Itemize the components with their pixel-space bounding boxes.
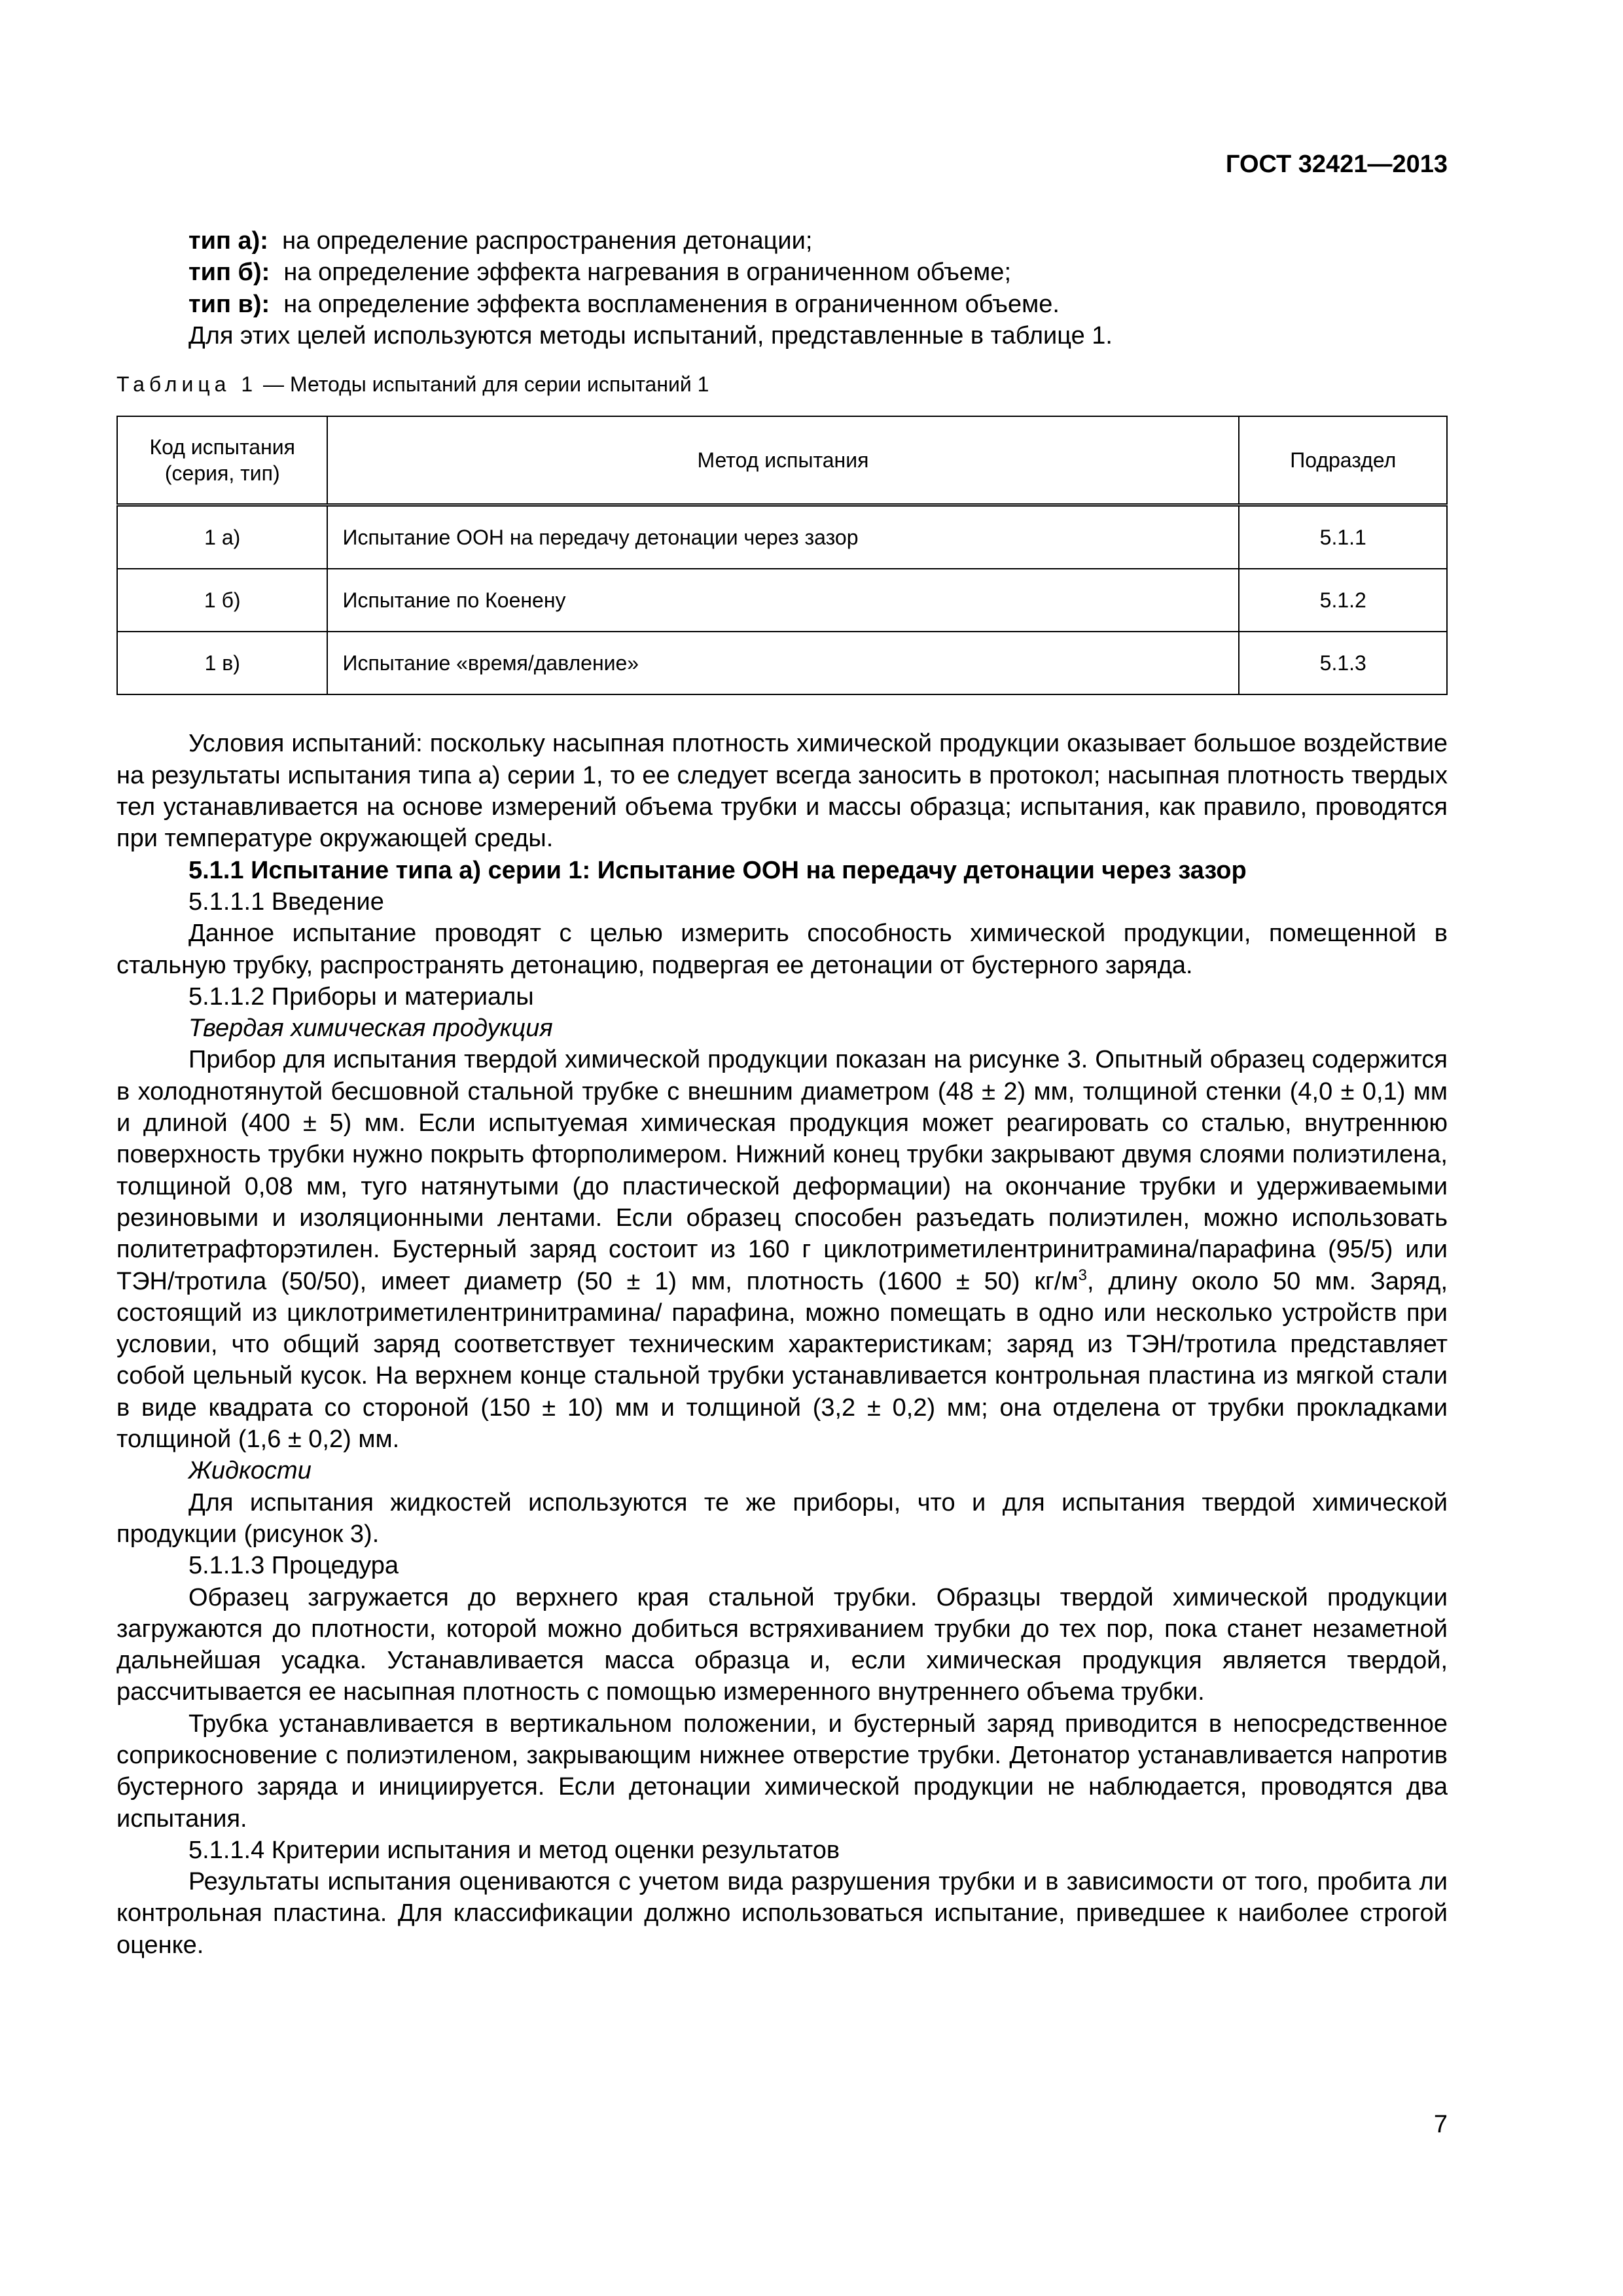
cell-code: 1 б) [117, 569, 327, 632]
cell-subsection: 5.1.3 [1239, 632, 1447, 694]
type-item-a [116, 225, 1448, 257]
table-caption [116, 368, 1448, 400]
type-text: на определение эффекта воспламенения в ограниченном объеме. [283, 290, 1060, 318]
type-text: на определение распространения детонации; [282, 227, 813, 255]
cell-code: 1 а) [117, 505, 327, 569]
type-text: на определение эффекта нагревания в ограниченном объеме; [283, 259, 1012, 287]
intro-paragraph: Данное испытание проводят с целью измерить способность химической продукции, помещенной в стальную трубку, распространять детонацию, подвергая ее детонации от бустерного заряда. [116, 920, 1448, 979]
section-5-1-1-3-title: 5.1.1.3 Процедура [188, 1552, 399, 1580]
type-label: тип б): [188, 259, 270, 287]
type-label: тип в): [188, 290, 270, 318]
table-caption-text: — Методы испытаний для серии испытаний 1 [257, 372, 709, 397]
table-row [117, 632, 1447, 694]
table-caption-prefix: Таблица 1 [116, 372, 258, 397]
intro-purpose: Для этих целей используются методы испытаний, представленные в таблице 1. [188, 321, 1113, 350]
type-item-c [116, 289, 1448, 320]
header-subsection: Подраздел [1239, 416, 1447, 505]
solid-heading: Твердая химическая продукция [188, 1014, 553, 1043]
superscript: 3 [1078, 1266, 1087, 1284]
section-5-1-1-1-title: 5.1.1.1 Введение [188, 888, 384, 916]
header-code: Код испытания (серия, тип) [117, 416, 327, 505]
section-5-1-1-2-title: 5.1.1.2 Приборы и материалы [188, 982, 534, 1011]
methods-table [116, 416, 1448, 695]
procedure-paragraph-1: Образец загружается до верхнего края стальной трубки. Образцы твердой химической продукции загружаются до плотности, которой можно добиться встряхиванием трубки до тех пор, пока станет незаметной дальнейшая усадка. Устанавливается масса образца и, если химическая продукция является твердой, рассчитывается ее насыпная плотность с помощью измеренного внутреннего объема трубки. [116, 1583, 1448, 1706]
cell-method: Испытание по Коенену [327, 569, 1239, 632]
liquids-paragraph: Для испытания жидкостей используются те же приборы, что и для испытания твердой химической продукции (рисунок 3). [116, 1488, 1448, 1548]
criteria-paragraph: Результаты испытания оцениваются с учетом вида разрушения трубки и в зависимости от того, пробита ли контрольная пластина. Для классификации должно использоваться испытание, приведшее к наиболее строгой оценке. [116, 1868, 1448, 1959]
solid-paragraph [116, 1044, 1448, 1455]
cell-subsection: 5.1.1 [1239, 505, 1447, 569]
type-item-b [116, 257, 1448, 288]
section-5-1-1-title: 5.1.1 Испытание типа а) серии 1: Испытание ООН на передачу детонации через зазор [188, 856, 1247, 884]
document-number: ГОСТ 32421—2013 [1225, 151, 1448, 178]
table-row [117, 505, 1447, 569]
cell-method: Испытание ООН на передачу детонации через зазор [327, 505, 1239, 569]
header-method: Метод испытания [327, 416, 1239, 505]
procedure-paragraph-2: Трубка устанавливается в вертикальном положении, и бустерный заряд приводится в непосредственное соприкосновение с полиэтиленом, закрывающим нижнее отверстие трубки. Детонатор устанавливается напротив бустерного заряда и инициируется. Если детонации химической продукции не наблюдается, проводятся два испытания. [116, 1710, 1448, 1833]
solid-text-part1: Прибор для испытания твердой химической продукции показан на рисунке 3. Опытный образец содержится в холоднотянутой бесшовной стальной трубке с внешним диаметром (48 ± 2) мм, толщиной стенки (4,0 ± 0,1) мм и длиной (400 ± 5) мм. Если испытуемая химическая продукция может реагировать со сталью, внутреннюю поверхность трубки нужно покрыть фторполимером. Нижний конец трубки закрывают двумя слоями полиэтилена, толщиной 0,08 мм, туго натянутыми (до пластической деформации) на окончание трубки и удерживаемыми резиновыми и изоляционными лентами. Если образец способен разъедать полиэтилен, можно использовать политетрафторэтилен. Бустерный заряд состоит из 160 г циклотриметилентринитрамина/парафина (95/5) или ТЭН/тротила (50/50), имеет диаметр (50 ± 1) мм, плотность (1600 ± 50) кг/м [116, 1046, 1448, 1295]
type-label: тип а): [188, 227, 268, 255]
page-number: 7 [1433, 2111, 1448, 2138]
cell-method: Испытание «время/давление» [327, 632, 1239, 694]
table-row [117, 569, 1447, 632]
liquids-heading: Жидкости [188, 1457, 312, 1485]
section-5-1-1-4-title: 5.1.1.4 Критерии испытания и метод оценки результатов [188, 1836, 840, 1864]
cell-subsection: 5.1.2 [1239, 569, 1447, 632]
cell-code: 1 в) [117, 632, 327, 694]
conditions-paragraph: Условия испытаний: поскольку насыпная плотность химической продукции оказывает большое воздействие на результаты испытания типа а) серии 1, то ее следует всегда заносить в протокол; насыпная плотность твердых тел устанавливается на основе измерений объема трубки и массы образца; испытания, как правило, проводятся при температуре окружающей среды. [116, 730, 1448, 853]
solid-text-part2: , длину около 50 мм. Заряд, состоящий из циклотриметилентринитрамина/ парафина, можно помещать в одно или несколько устройств при условии, что общий заряд соответствует техническим характеристикам; заряд из ТЭН/тротила представляет собой цельный кусок. На верхнем конце стальной трубки устанавливается контрольная пластина из мягкой стали в виде квадрата со стороной (150 ± 10) мм и толщиной (3,2 ± 0,2) мм; она отделена от трубки прокладками толщиной (1,6 ± 0,2) мм. [116, 1267, 1448, 1454]
table-header-row [117, 416, 1447, 505]
content [116, 225, 1448, 1961]
